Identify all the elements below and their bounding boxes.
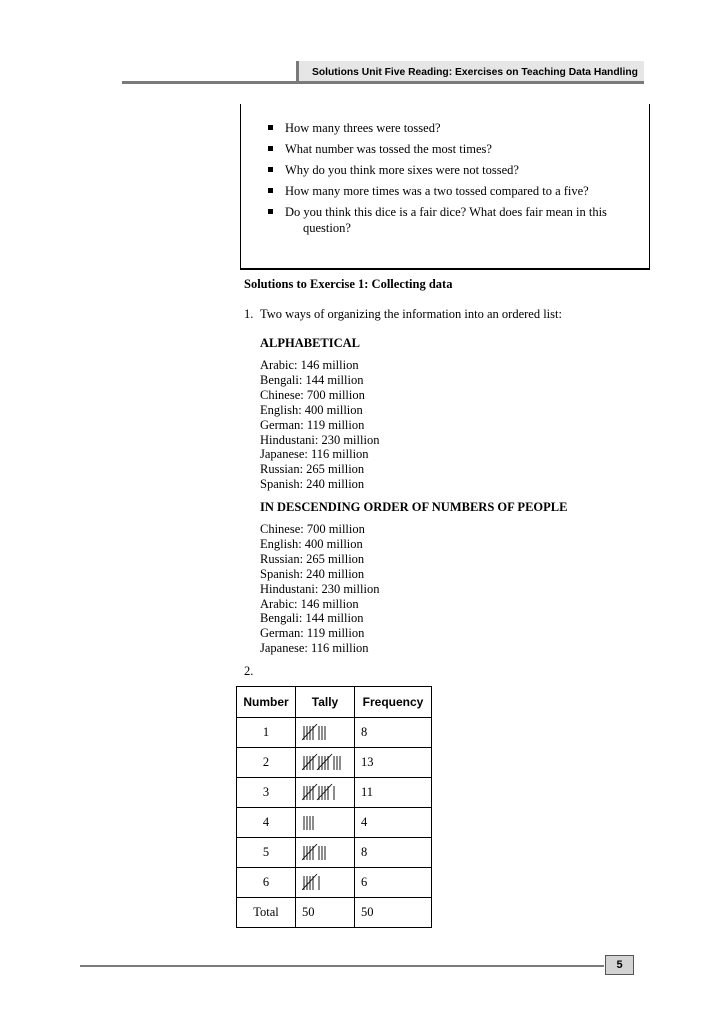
descending-heading: IN DESCENDING ORDER OF NUMBERS OF PEOPLE: [260, 500, 568, 514]
column-header: Frequency: [355, 687, 432, 718]
column-header: Tally: [296, 687, 355, 718]
list-item: Spanish: 240 million: [260, 477, 365, 492]
list-item: Japanese: 116 million: [260, 447, 369, 462]
frequency-cell: 8: [355, 718, 432, 748]
number-cell: 6: [237, 868, 296, 898]
list-item: Hindustani: 230 million: [260, 581, 380, 596]
list-item: Chinese: 700 million: [260, 387, 365, 402]
table-row: [237, 748, 432, 778]
total-label: Total: [237, 898, 296, 928]
header-rule: [122, 81, 644, 84]
item-1-text: Two ways of organizing the information into an ordered list:: [260, 307, 562, 321]
column-header: Number: [237, 687, 296, 718]
question-item: Do you think this dice is a fair dice? What does fair mean in this question?: [268, 204, 643, 236]
tally-marks: [302, 873, 348, 893]
tally-cell: [296, 868, 355, 898]
tally-cell: [296, 838, 355, 868]
table-total-row: [237, 898, 432, 928]
item-2-number: 2.: [244, 664, 254, 678]
table-header-row: [237, 687, 432, 718]
number-cell: 3: [237, 778, 296, 808]
item-1-number: 1.: [244, 307, 254, 321]
frequency-cell: 8: [355, 838, 432, 868]
tally-cell: [296, 718, 355, 748]
total-tally: 50: [296, 898, 355, 928]
square-bullet-icon: [268, 167, 273, 172]
frequency-cell: 11: [355, 778, 432, 808]
list-item: English: 400 million: [260, 536, 363, 551]
square-bullet-icon: [268, 209, 273, 214]
number-cell: 5: [237, 838, 296, 868]
page-number: 5: [605, 955, 634, 975]
tally-table: [236, 686, 432, 928]
table-row: [237, 718, 432, 748]
square-bullet-icon: [268, 146, 273, 151]
tally-marks: [302, 753, 348, 773]
number-cell: 4: [237, 808, 296, 838]
tally-cell: [296, 808, 355, 838]
number-cell: 2: [237, 748, 296, 778]
list-item: Bengali: 144 million: [260, 611, 364, 626]
question-list: [268, 120, 643, 241]
frequency-cell: 13: [355, 748, 432, 778]
frequency-cell: 4: [355, 808, 432, 838]
question-item: Why do you think more sixes were not tossed?: [268, 162, 643, 178]
list-item: Spanish: 240 million: [260, 566, 365, 581]
header-title: Solutions Unit Five Reading: Exercises on Teaching Data Handling: [312, 67, 638, 78]
tally-marks: [302, 723, 348, 743]
table-row: [237, 778, 432, 808]
tally-cell: [296, 748, 355, 778]
tally-cell: [296, 778, 355, 808]
list-item: Bengali: 144 million: [260, 372, 364, 387]
alphabetical-list: [260, 358, 379, 492]
question-item: How many more times was a two tossed compared to a five?: [268, 183, 643, 199]
list-item: English: 400 million: [260, 402, 363, 417]
list-item: Hindustani: 230 million: [260, 432, 380, 447]
list-item: Arabic: 146 million: [260, 596, 359, 611]
list-item: Japanese: 116 million: [260, 641, 369, 656]
table-row: [237, 808, 432, 838]
tally-marks: [302, 843, 348, 863]
section-title: Solutions to Exercise 1: Collecting data: [244, 277, 453, 291]
number-cell: 1: [237, 718, 296, 748]
list-item: Arabic: 146 million: [260, 358, 359, 372]
descending-list: [260, 522, 379, 656]
list-item: Russian: 265 million: [260, 551, 365, 566]
square-bullet-icon: [268, 125, 273, 130]
question-item: How many threes were tossed?: [268, 120, 643, 136]
alphabetical-heading: ALPHABETICAL: [260, 336, 361, 350]
question-item: What number was tossed the most times?: [268, 141, 643, 157]
table-row: [237, 838, 432, 868]
total-frequency: 50: [355, 898, 432, 928]
frequency-cell: 6: [355, 868, 432, 898]
list-item: German: 119 million: [260, 417, 365, 432]
footer-rule: [80, 965, 604, 967]
list-item: Chinese: 700 million: [260, 522, 365, 536]
table-row: [237, 868, 432, 898]
square-bullet-icon: [268, 188, 273, 193]
list-item: German: 119 million: [260, 626, 365, 641]
tally-marks: [302, 783, 348, 803]
list-item: Russian: 265 million: [260, 462, 365, 477]
tally-marks: [302, 813, 348, 833]
